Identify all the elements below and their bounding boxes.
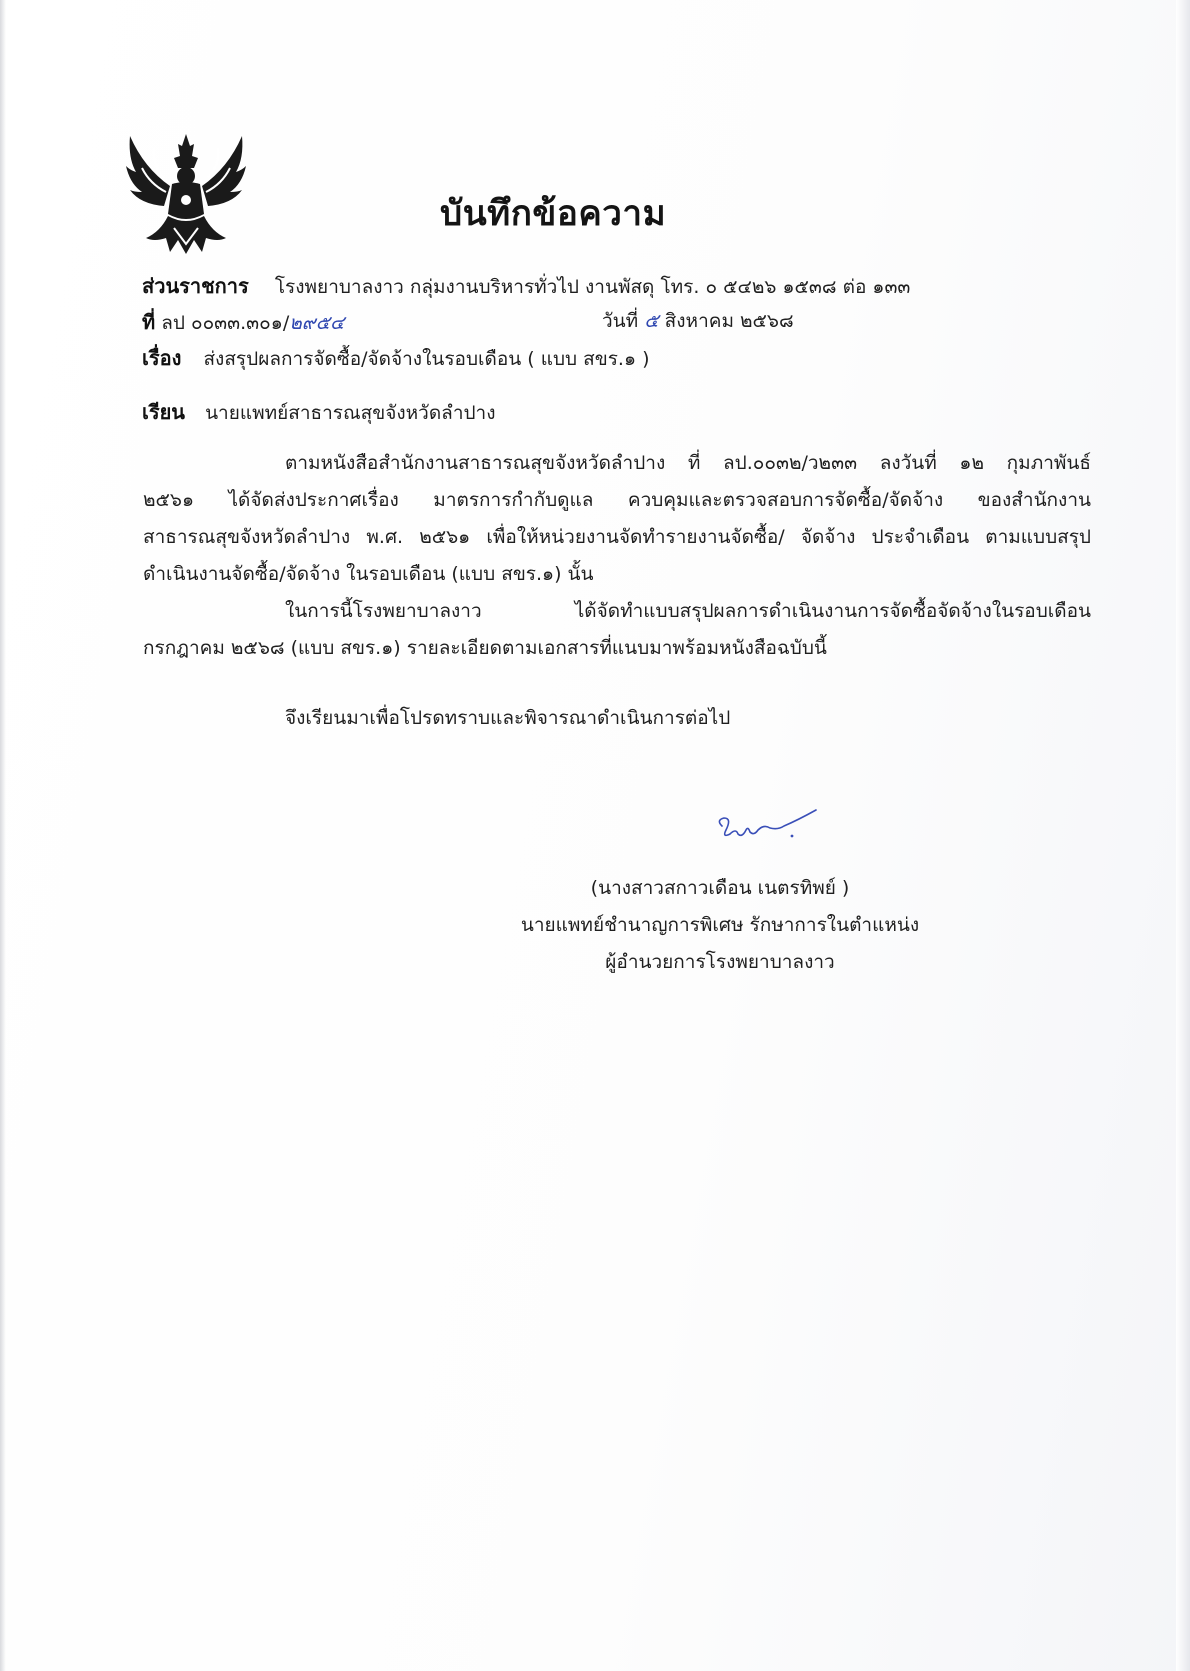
addressee-label: เรียน [142, 400, 185, 424]
addressee-line [142, 396, 496, 428]
body-line: ดำเนินงานจัดซื้อ/จัดจ้าง ในรอบเดือน (แบบ สขร.๑) นั้น [143, 563, 594, 585]
body-line: กรกฎาคม ๒๕๖๘ (แบบ สขร.๑) รายละเอียดตามเอกสารที่แนบมาพร้อมหนังสือฉบับนี้ [143, 637, 827, 659]
signer-position-1: นายแพทย์ชำนาญการพิเศษ รักษาการในตำแหน่ง [520, 914, 920, 936]
body-paragraph-2 [143, 593, 1091, 667]
subject-value: ส่งสรุปผลการจัดซื้อ/จัดจ้างในรอบเดือน ( แบบ สขร.๑ ) [203, 348, 650, 370]
date-label: วันที่ [602, 310, 639, 332]
agency-value: โรงพยาบาลงาว กลุ่มงานบริหารทั่วไป งานพัสดุ โทร. ๐ ๕๔๒๖ ๑๕๓๘ ต่อ ๑๓๓ [274, 276, 911, 298]
date-line [602, 306, 794, 336]
reference-handwritten: ๒๙๕๔ [289, 312, 345, 334]
scan-edge-right [1176, 0, 1190, 1671]
closing-line: จึงเรียนมาเพื่อโปรดทราบและพิจารณาดำเนินการต่อไป [285, 707, 731, 729]
scan-edge-left [0, 0, 6, 1671]
body-line: ๒๕๖๑ ได้จัดส่งประกาศเรื่อง มาตรการกำกับดูแล ควบคุมและตรวจสอบการจัดซื้อ/จัดจ้าง ของสำนักงาน [143, 489, 1091, 511]
agency-label: ส่วนราชการ [142, 274, 249, 298]
signature-block [470, 870, 970, 981]
date-rest: สิงหาคม ๒๕๖๘ [664, 310, 794, 332]
reference-label: ที่ [142, 310, 156, 334]
reference-line [142, 306, 344, 338]
garuda-emblem-icon [124, 128, 248, 258]
subject-line [142, 342, 650, 374]
body-paragraph-1 [143, 445, 1091, 593]
subject-label: เรื่อง [142, 346, 182, 370]
reference-printed: ลป ๐๐๓๓.๓๐๑/ [161, 312, 290, 334]
document-title: บันทึกข้อความ [440, 194, 667, 234]
addressee-value: นายแพทย์สาธารณสุขจังหวัดลำปาง [205, 402, 496, 424]
signer-name: (นางสาวสกาวเดือน เนตรทิพย์ ) [590, 877, 850, 899]
body-line: ตามหนังสือสำนักงานสาธารณสุขจังหวัดลำปาง ที่ ลป.๐๐๓๒/ว๒๓๓ ลงวันที่ ๑๒ กุมภาพันธ์ [285, 452, 1091, 474]
signer-position-2: ผู้อำนวยการโรงพยาบาลงาว [605, 951, 835, 973]
body-line: ในการนี้โรงพยาบาลงาว ได้จัดทำแบบสรุปผลการดำเนินงานการจัดซื้อจัดจ้างในรอบเดือน [285, 600, 1091, 622]
signature-scribble [712, 800, 822, 850]
body-line: สาธารณสุขจังหวัดลำปาง พ.ศ. ๒๕๖๑ เพื่อให้หน่วยงานจัดทำรายงานจัดซื้อ/ จัดจ้าง ประจำเดือน ตามแบบสรุป [143, 526, 1091, 548]
date-day-handwritten: ๕ [644, 310, 659, 332]
agency-line [142, 270, 910, 302]
